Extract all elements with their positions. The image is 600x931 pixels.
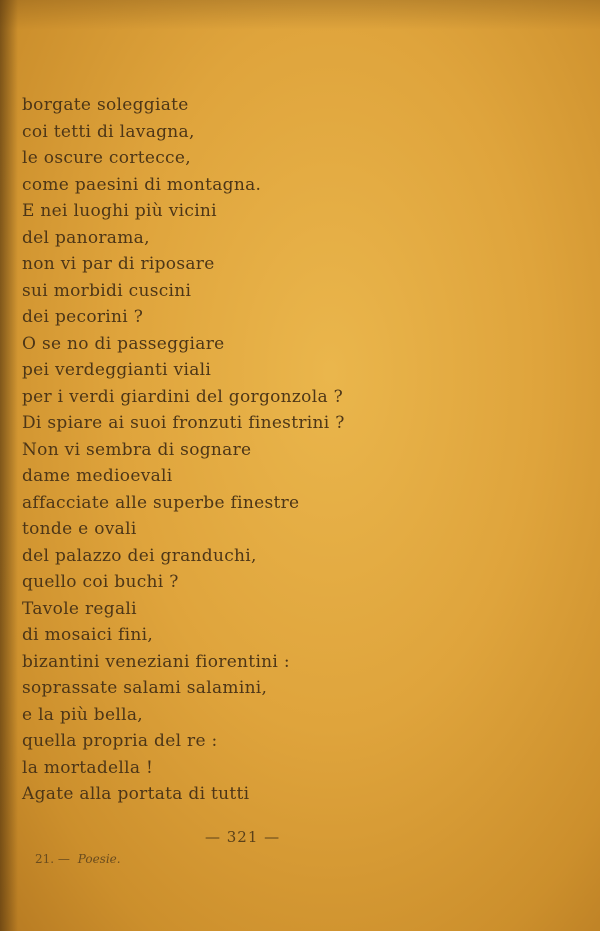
poem-line: la mortadella ! [22,757,154,778]
poem-line: le oscure cortecce, [22,148,191,168]
poem-line: soprassate salami salamini, [22,678,268,698]
signature-number: 21. [35,852,55,866]
poem-line: E nei luoghi più vicini [22,201,217,221]
signature-title: Poesie. [77,852,121,866]
poem-line: di mosaici fini, [22,625,154,645]
poem-line: tonde e ovali [22,519,137,539]
poem-line: coi tetti di lavagna, [22,121,195,142]
poem-text [22,92,345,808]
poem-line: quella propria del re : [22,731,218,751]
signature-dash: — [57,852,70,866]
signature-mark [35,852,121,866]
poem-line: Non vi sembra di sognare [22,439,252,460]
poem-line: del panorama, [22,227,150,248]
poem-line: non vi par di riposare [22,254,215,274]
poem-line: borgate soleggiate [22,95,189,115]
poem-line: dei pecorini ? [22,307,144,327]
poem-line: O se no di passeggiare [22,333,225,354]
poem-line: per i verdi giardini del gorgonzola ? [22,386,343,407]
poem-line: sui morbidi cuscini [22,280,192,301]
poem-line: bizantini veneziani fiorentini : [22,651,290,672]
poem-line: dame medioevali [22,466,173,486]
poem-line: Di spiare ai suoi fronzuti finestrini ? [22,413,345,433]
page-number: — 321 — [205,828,281,846]
poem-line: Tavole regali [22,598,137,619]
poem-line: Agate alla portata di tutti [22,784,250,804]
poem-line: pei verdeggianti viali [22,360,212,380]
poem-line: come paesini di montagna. [22,174,262,195]
poem-line: quello coi buchi ? [22,572,179,592]
poem-line: del palazzo dei granduchi, [22,545,257,566]
poem-line: e la più bella, [22,704,143,725]
poem-line: affacciate alle superbe finestre [22,492,300,513]
